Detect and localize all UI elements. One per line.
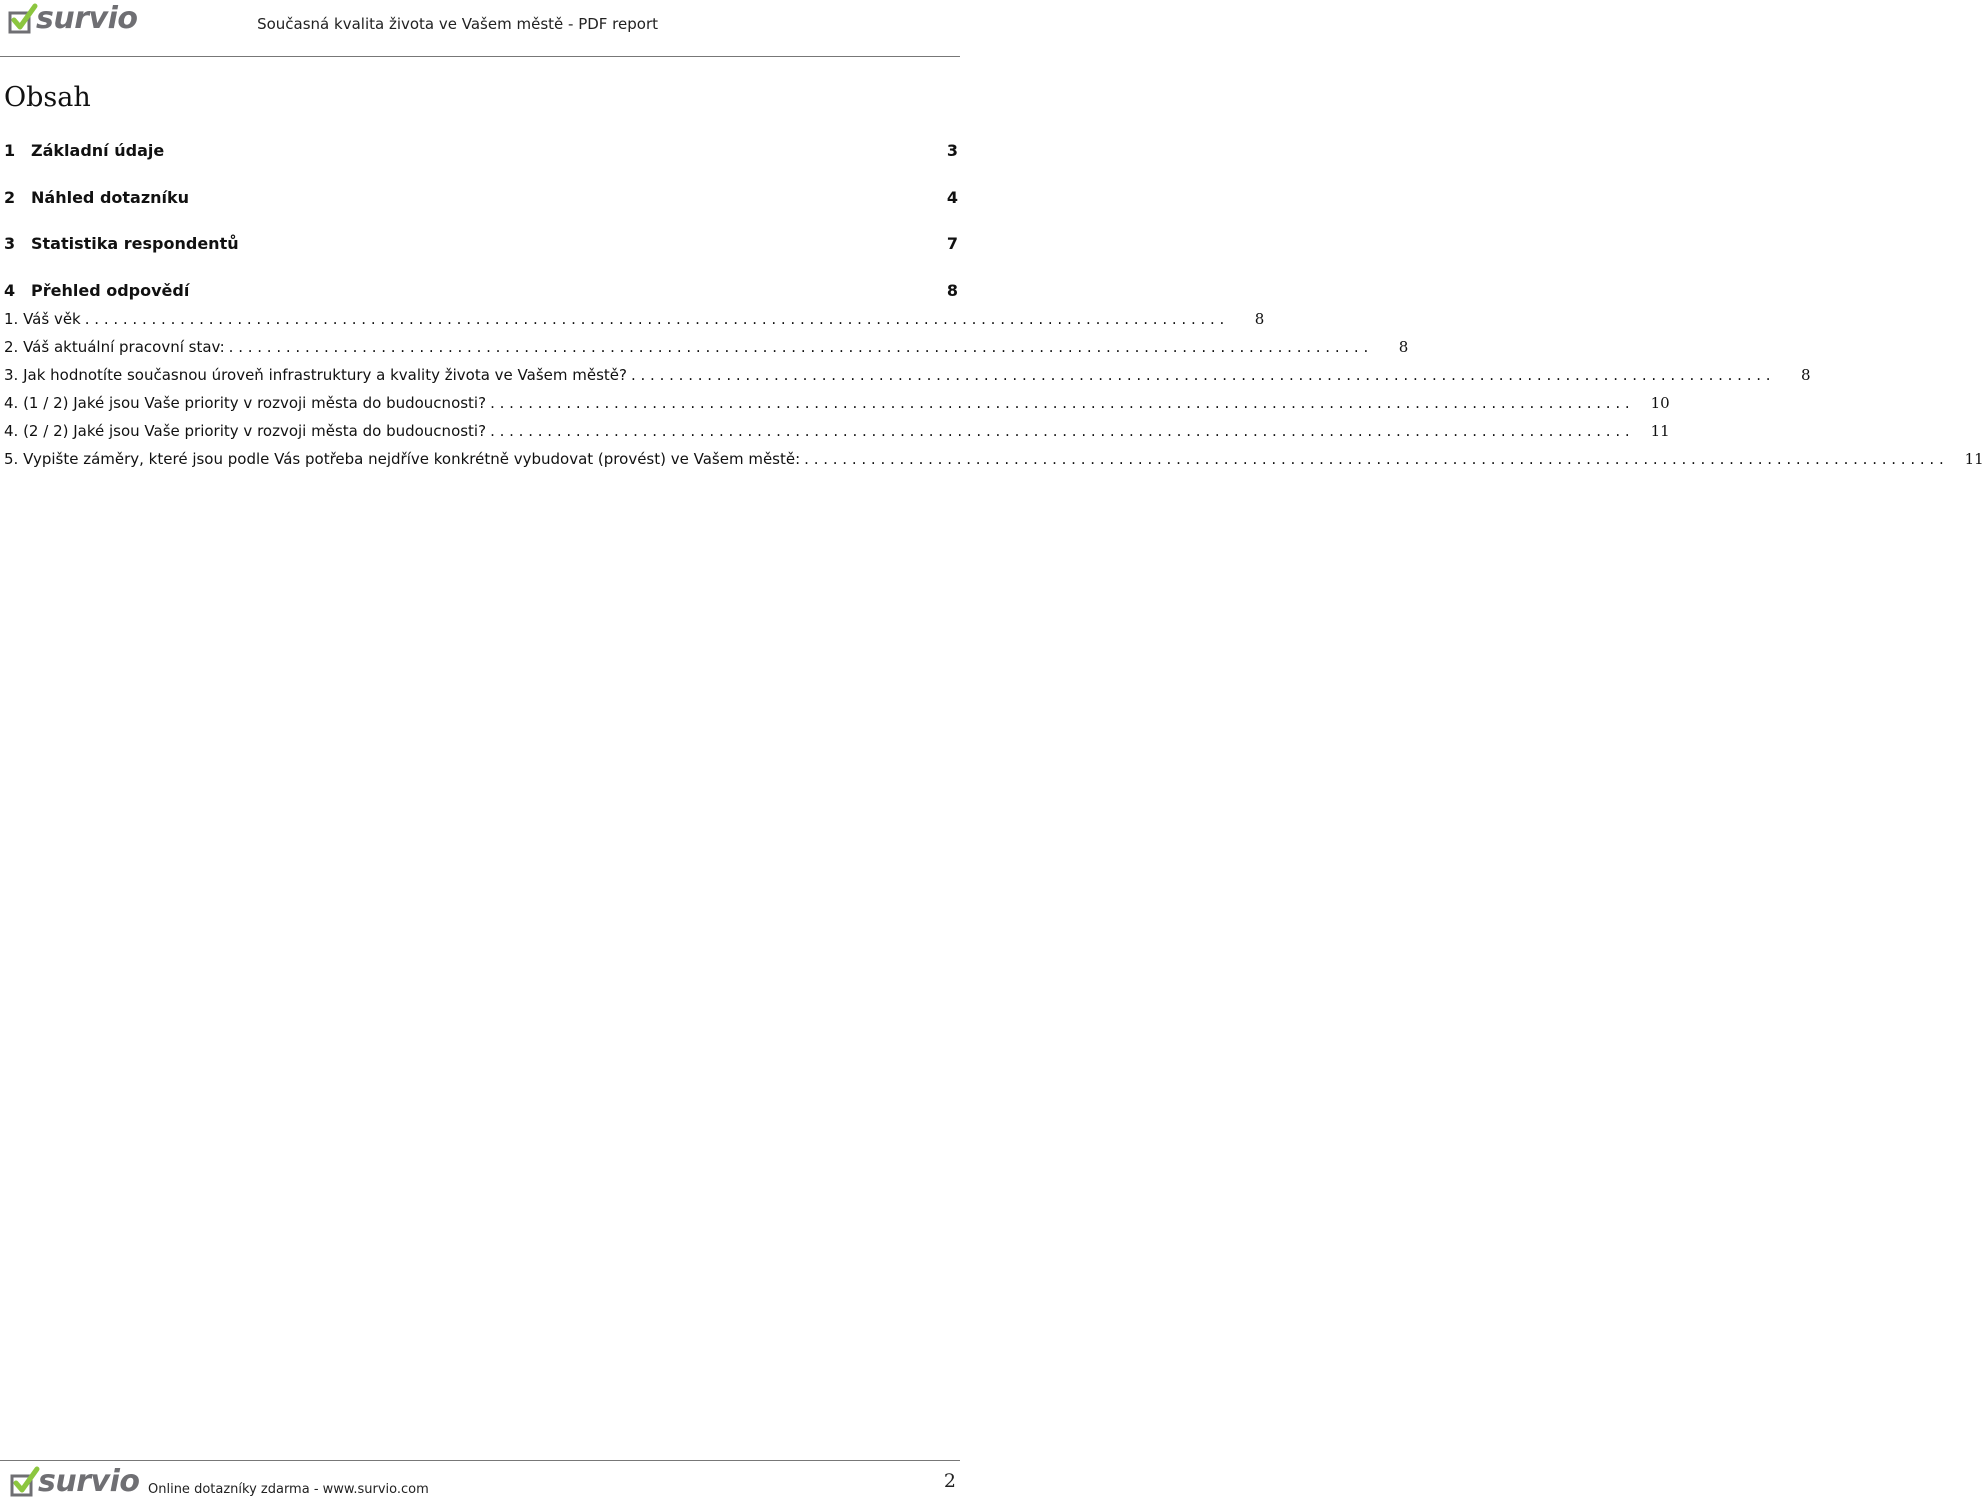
toc-entry-page: 10 [1650,394,1670,412]
survio-logo [8,3,137,35]
toc-entry-page: 11 [1964,450,1984,468]
toc-entry[interactable] [4,338,1409,356]
toc-entry-page: 11 [1650,422,1670,440]
toc-section-number: 2 [4,188,16,207]
toc-entry[interactable] [4,366,1811,384]
toc-section-page: 8 [946,281,958,300]
toc-section-number: 4 [4,281,16,300]
report-title: Současná kvalita života ve Vašem městě - PDF report [257,15,658,33]
footer-link-text[interactable]: Online dotazníky zdarma - www.survio.com [148,1482,429,1497]
dot-leaders: . . . . . . . . . . . . . . . . . . . . . . . . . . . . . . . . . . . . . . . . . . . . . . . . . . . . . . . . . . . . . . . . . . . . . . . . . . . . . . . . . . . . . . . . . . . . . . . . . . . . . . . . . . . . . . . . . . . . . . . . [490,394,1630,412]
survio-logo [10,1466,139,1498]
logo-wordmark: survio [38,1464,140,1499]
toc-entry-label: 3. Jak hodnotíte současnou úroveň infrastruktury a kvality života ve Vašem městě? [4,366,627,384]
logo-wordmark: survio [36,1,138,36]
toc-entry-page: 8 [1254,310,1265,328]
toc-heading: Obsah [4,82,91,113]
toc-section[interactable] [4,281,958,300]
checkbox-check-icon [8,3,38,35]
footer-divider [0,1460,960,1461]
toc-entry[interactable] [4,450,1984,468]
toc-entry-page: 8 [1801,366,1811,384]
dot-leaders: . . . . . . . . . . . . . . . . . . . . . . . . . . . . . . . . . . . . . . . . . . . . . . . . . . . . . . . . . . . . . . . . . . . . . . . . . . . . . . . . . . . . . . . . . . . . . . . . . . . . . . . . . . . . . . . . . . . . . . . . [490,422,1630,440]
toc-section-title: Náhled dotazníku [31,188,190,207]
toc-entry-label: 2. Váš aktuální pracovní stav: [4,338,225,356]
page-number: 2 [943,1470,956,1492]
toc-section-title: Přehled odpovědí [31,281,190,300]
toc-section-page: 4 [946,188,958,207]
toc-entry[interactable] [4,394,1670,412]
checkbox-check-icon [10,1466,40,1498]
dot-leaders: . . . . . . . . . . . . . . . . . . . . . . . . . . . . . . . . . . . . . . . . . . . . . . . . . . . . . . . . . . . . . . . . . . . . . . . . . . . . . . . . . . . . . . . . . . . . . . . . . . . . . . . . . . . . . . . . . . . . . . . . [630,366,1771,384]
toc-entry[interactable] [4,310,1265,328]
toc-entry[interactable] [4,422,1670,440]
header-divider [0,56,960,57]
toc-section-number: 1 [4,141,16,160]
toc-entry-label: 4. (2 / 2) Jaké jsou Vaše priority v rozvoji města do budoucnosti? [4,422,487,440]
toc-section-number: 3 [4,234,16,253]
toc-entry-label: 4. (1 / 2) Jaké jsou Vaše priority v rozvoji města do budoucnosti? [4,394,487,412]
toc-section-page: 3 [946,141,958,160]
toc-entry-label: 1. Váš věk [4,310,81,328]
dot-leaders: . . . . . . . . . . . . . . . . . . . . . . . . . . . . . . . . . . . . . . . . . . . . . . . . . . . . . . . . . . . . . . . . . . . . . . . . . . . . . . . . . . . . . . . . . . . . . . . . . . . . . . . . . . . . . . . . . . . . . . . . [84,310,1225,328]
page-header [0,0,960,56]
toc-entry-label: 5. Vypište záměry, které jsou podle Vás potřeba nejdříve konkrétně vybudovat (provést) ve Vašem městě: [4,450,801,468]
toc-section[interactable] [4,188,958,207]
toc-section[interactable] [4,141,958,160]
toc-section-page: 7 [946,234,958,253]
toc-section-title: Statistika respondentů [31,234,239,253]
toc-section[interactable] [4,234,958,253]
toc-entry-page: 8 [1398,338,1409,356]
dot-leaders: . . . . . . . . . . . . . . . . . . . . . . . . . . . . . . . . . . . . . . . . . . . . . . . . . . . . . . . . . . . . . . . . . . . . . . . . . . . . . . . . . . . . . . . . . . . . . . . . . . . . . . . . . . . . . . . . . . . . . . . . [804,450,1944,468]
dot-leaders: . . . . . . . . . . . . . . . . . . . . . . . . . . . . . . . . . . . . . . . . . . . . . . . . . . . . . . . . . . . . . . . . . . . . . . . . . . . . . . . . . . . . . . . . . . . . . . . . . . . . . . . . . . . . . . . . . . . . . . . . [228,338,1369,356]
toc-section-title: Základní údaje [31,141,165,160]
